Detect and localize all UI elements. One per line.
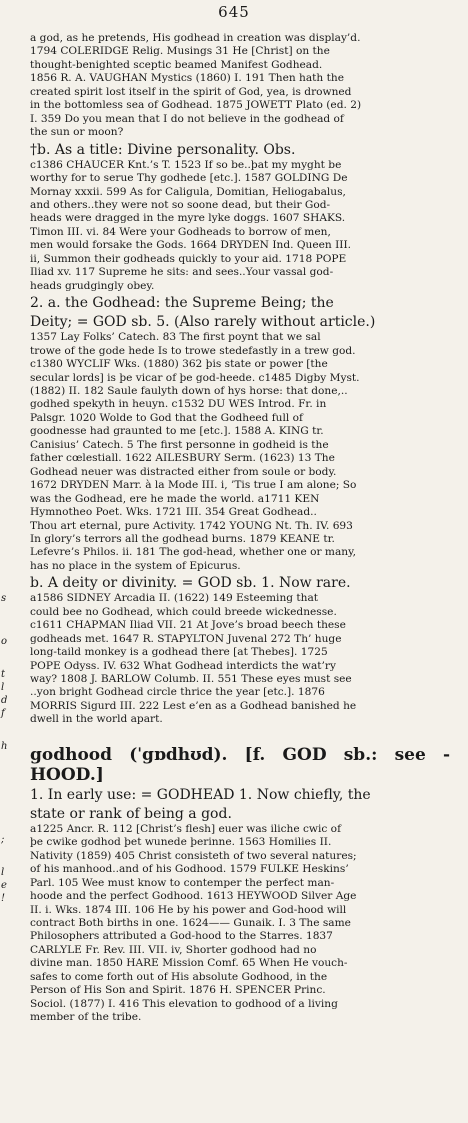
sense-2b: [30, 575, 450, 727]
text-line: 1856 R. A. VAUGHAN Mystics (1860) I. 191 Then hath the: [30, 72, 344, 85]
text-line: (1882) II. 182 Saule faulyth down of hys horse: that done,..: [30, 384, 348, 397]
margin-fragment: ;: [1, 834, 5, 845]
margin-fragment: f: [1, 708, 5, 719]
text-line: and others..they were not so soone dead, but their God-: [30, 198, 331, 211]
text-line: II. i. Wks. 1874 III. 106 He by his power and God-hood will: [30, 903, 347, 916]
sense-heading: 1. In early use: = GODHEAD 1. Now chiefly, the: [30, 786, 371, 803]
text-line: heads were dragged in the myre lyke doggs. 1607 SHAKS.: [30, 212, 346, 225]
sense-heading: b. A deity or divinity. = GOD sb. 1. Now rare.: [30, 575, 351, 592]
text-line: a1225 Ancr. R. 112 [Christ’s flesh] euer was iliche cwic of: [30, 822, 341, 835]
text-line: In glory’s terrors all the godhead burns. 1879 KEANE tr.: [30, 532, 335, 545]
text-line: the sun or moon?: [30, 126, 124, 139]
text-line: Philosophers attributed a God-hood to the Starres. 1837: [30, 930, 333, 943]
text-line: Godhead neuer was distracted either from soule or body.: [30, 465, 337, 478]
margin-fragment: t: [1, 669, 6, 680]
text-line: father cœlestiall. 1622 AILESBURY Serm. (1623) 13 The: [30, 452, 335, 465]
margin-fragment: d: [1, 695, 8, 706]
text-line: men would forsake the Gods. 1664 DRYDEN Ind. Queen III.: [30, 239, 352, 252]
text-line: Parl. 105 Wee must know to contemper the perfect man-: [30, 876, 335, 889]
text-line: Nativity (1859) 405 Christ consisteth of two several natures;: [30, 849, 357, 862]
text-line: Hymnotheo Poet. Wks. 1721 III. 354 Great Godhead..: [30, 506, 317, 519]
text-line: POPE Odyss. IV. 632 What Godhead interdicts the wat’ry: [30, 659, 336, 672]
text-line: of his manhood..and of his Godhood. 1579 FULKE Heskins’: [30, 863, 349, 876]
text-line: Palsgr. 1020 Wolde to God that the Godheed full of: [30, 411, 303, 424]
page-number: 645: [218, 3, 250, 21]
text-line: a god, as he pretends, His godhead in creation was display’d.: [30, 32, 361, 44]
text-line: contract Both births in one. 1624—— Gunaik. I. 3 The same: [30, 917, 351, 930]
text-line: heads grudgingly obey.: [30, 279, 155, 292]
dictionary-column: [30, 32, 450, 1025]
text-line: way? 1808 J. BARLOW Columb. II. 551 These eyes must see: [30, 673, 352, 686]
text-line: has no place in the system of Epicurus.: [30, 559, 241, 572]
text-line: ..yon bright Godhead circle thrice the year [etc.]. 1876: [30, 686, 325, 699]
sense-2a: [30, 295, 450, 573]
godhead-continuation: [30, 32, 450, 140]
text-line: þe cwike godhod þet wunede þerinne. 1563 Homilies II.: [30, 836, 332, 849]
margin-fragment: s: [1, 593, 7, 604]
text-line: 1672 DRYDEN Marr. à la Mode III. i, ’Tis true I am alone; So: [30, 479, 357, 492]
text-line: a1586 SIDNEY Arcadia II. (1622) 149 Esteeming that: [30, 592, 319, 605]
text-line: godheads met. 1647 R. STAPYLTON Juvenal 272 Th’ huge: [30, 632, 342, 645]
margin-fragment: !: [1, 893, 6, 904]
headword: godhood (ˈgɒdhʊd). [f. GOD sb.: see -HOOD.]: [30, 744, 450, 785]
text-line: Canisius’ Catech. 5 The first personne in godheid is the: [30, 438, 329, 451]
text-line: Sociol. (1877) I. 416 This elevation to godhood of a living: [30, 997, 338, 1010]
text-line: c1380 WYCLIF Wks. (1880) 362 þis state or power [the: [30, 358, 328, 371]
text-line: long-taild monkey is a godhead there [at Thebes]. 1725: [30, 646, 328, 659]
text-line: thought-benighted sceptic beamed Manifest Godhead.: [30, 58, 323, 71]
text-line: hoode and the perfect Godhood. 1613 HEYWOOD Silver Age: [30, 890, 357, 903]
text-line: safes to come forth out of His absolute Godhood, in the: [30, 970, 328, 983]
text-line: 1794 COLERIDGE Relig. Musings 31 He [Christ] on the: [30, 45, 330, 58]
margin-fragment: e: [1, 880, 7, 891]
text-line: I. 359 Do you mean that I do not believe in the godhead of: [30, 112, 344, 125]
margin-fragment: l: [1, 867, 5, 878]
text-line: godhed spekyth in heuyn. c1532 DU WES Introd. Fr. in: [30, 398, 327, 411]
margin-fragment: l: [1, 682, 5, 693]
sense-heading: Deity; = GOD sb. 5. (Also rarely without article.): [30, 314, 376, 331]
text-line: could bee no Godhead, which could breede wickednesse.: [30, 605, 337, 618]
text-line: c1611 CHAPMAN Iliad VII. 21 At Jove’s broad beech these: [30, 619, 346, 632]
text-line: MORRIS Sigurd III. 222 Lest e’en as a Godhead banished he: [30, 699, 357, 712]
text-line: Person of His Son and Spirit. 1876 H. SPENCER Princ.: [30, 984, 326, 997]
text-line: worthy for to serue Thy godhede [etc.]. 1587 GOLDING De: [30, 172, 348, 185]
entry-spacer: [30, 727, 450, 735]
margin-fragment: o: [1, 636, 8, 647]
text-line: Timon III. vi. 84 Were your Godheads to borrow of men,: [30, 225, 331, 238]
text-line: Mornay xxxii. 599 As for Caligula, Domitian, Heliogabalus,: [30, 185, 346, 198]
text-line: trowe of the gode hede Is to trowe stedefastly in a trew god.: [30, 344, 356, 357]
text-line: goodnesse had graunted to me [etc.]. 1588 A. KING tr.: [30, 425, 324, 438]
text-line: created spirit lost itself in the spirit of God, yea, is drowned: [30, 85, 352, 98]
text-line: 1357 Lay Folks’ Catech. 83 The first poynt that we sal: [30, 331, 321, 344]
sense-heading: †b. As a title: Divine personality. Obs.: [30, 141, 296, 158]
text-line: secular lords] is þe vicar of þe god-heede. c1485 Digby Myst.: [30, 371, 360, 384]
text-line: was the Godhead, ere he made the world. a1711 KEN: [30, 492, 320, 505]
text-line: ii, Summon their godheads quickly to your aid. 1718 POPE: [30, 252, 347, 265]
text-line: Thou art eternal, pure Activity. 1742 YOUNG Nt. Th. IV. 693: [30, 519, 353, 532]
text-line: in the bottomless sea of Godhead. 1875 JOWETT Plato (ed. 2): [30, 99, 362, 112]
text-line: member of the tribe.: [30, 1011, 142, 1024]
text-line: divine man. 1850 HARE Mission Comf. 65 When He vouch-: [30, 957, 348, 970]
sense-heading: 2. a. the Godhead: the Supreme Being; the: [30, 295, 334, 312]
margin-fragment: h: [1, 741, 8, 752]
text-line: CARLYLE Fr. Rev. III. VII. iv, Shorter godhood had no: [30, 943, 317, 956]
text-line: Lefevre’s Philos. ii. 181 The god-head, whether one or many,: [30, 546, 357, 559]
sense-1b: [30, 142, 450, 294]
left-margin-fragments: [1, 592, 11, 905]
text-line: Iliad xv. 117 Supreme he sits: and sees..Your vassal god-: [30, 266, 334, 279]
text-line: c1386 CHAUCER Knt.’s T. 1523 If so be..þat my myght be: [30, 158, 342, 171]
sense-heading: state or rank of being a god.: [30, 805, 232, 822]
text-line: dwell in the world apart.: [30, 713, 163, 726]
entry-godhood: [30, 745, 450, 1025]
